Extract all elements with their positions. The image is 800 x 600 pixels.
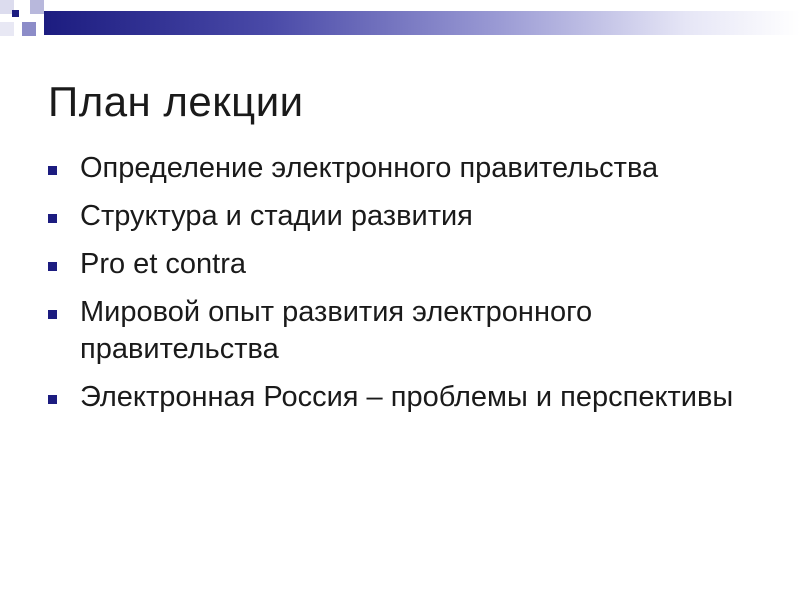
- square-bullet-icon: [48, 310, 57, 319]
- decor-square: [30, 0, 44, 14]
- decor-square: [0, 22, 14, 36]
- square-bullet-icon: [48, 214, 57, 223]
- slide-title: План лекции: [48, 78, 304, 125]
- square-bullet-icon: [48, 166, 57, 175]
- bullet-item: [48, 379, 768, 416]
- square-bullet-icon: [48, 262, 57, 271]
- bullet-text: Pro et contra: [80, 248, 247, 280]
- square-bullet-icon: [48, 395, 57, 404]
- bullet-list: [48, 150, 768, 427]
- bullet-text: Мировой опыт развития электронного правительства: [80, 296, 593, 365]
- bullet-item: [48, 198, 768, 235]
- bullet-item: [48, 246, 768, 283]
- bullet-text: Электронная Россия – проблемы и перспективы: [80, 381, 734, 413]
- bullet-item: [48, 294, 768, 368]
- bullet-text: Определение электронного правительства: [80, 152, 659, 184]
- decor-square: [12, 10, 19, 17]
- header-gradient-bar: [44, 11, 800, 35]
- bullet-text: Структура и стадии развития: [80, 200, 473, 232]
- decor-square: [22, 22, 36, 36]
- bullet-item: [48, 150, 768, 187]
